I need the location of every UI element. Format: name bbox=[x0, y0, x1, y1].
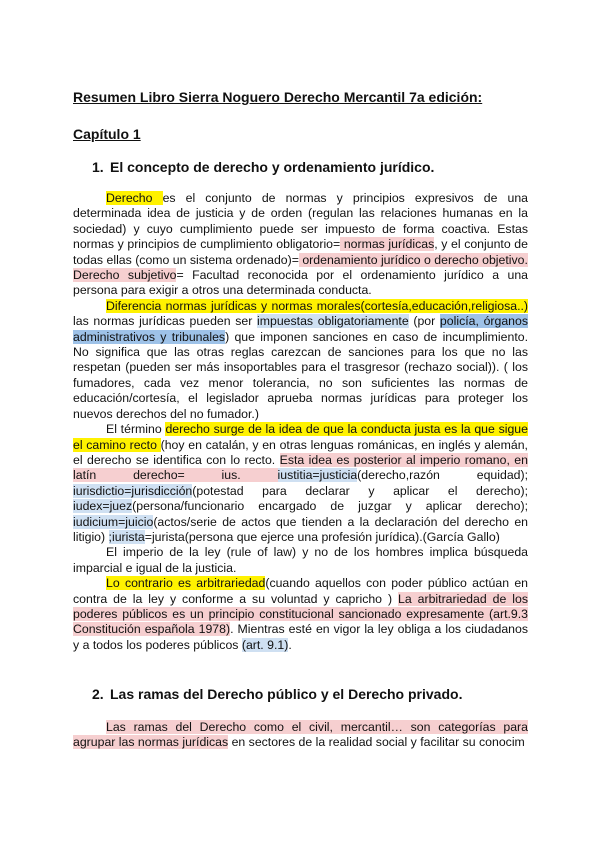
highlight-yellow: Derecho bbox=[106, 191, 163, 205]
highlight-yellow: Lo contrario es arbitrariedad bbox=[106, 576, 266, 591]
paragraph-derecho-subjetivo bbox=[73, 268, 528, 299]
text: ) que imponen sanciones en caso de incumplimiento. No significa que las otras reglas carezcan de sanciones para los que no las respetan (pueden ser más insoportables para el trasgresor (rechazo social)). ( los fumadores, cada vez menor tolerancia, no son suficientes las normas de educación/cortesía, el legislador aprueba normas jurídicas para proteger los nuevos derechos del no fumador.) bbox=[73, 329, 528, 421]
section-number: 1. bbox=[92, 159, 104, 175]
highlight-light-blue: iudicium=juicio bbox=[73, 514, 154, 529]
highlight-light-blue: iudex=juez bbox=[73, 499, 133, 514]
text: (actos/serie de actos que tienden a la declaración del derecho en litigio) bbox=[73, 514, 528, 544]
paragraph-imperio-ley bbox=[73, 545, 528, 576]
text: (hoy en catalán, y en otras lenguas románicas, en inglés y alemán, el derecho se identifica con lo recto. bbox=[73, 437, 528, 467]
paragraph-ramas-derecho bbox=[73, 720, 528, 751]
highlight-pink: Esta idea es posterior al imperio romano, en latín derecho= ius. bbox=[73, 452, 528, 483]
chapter-title: Capítulo 1 bbox=[73, 126, 141, 142]
text: es el conjunto de normas y principios expresivos de una determinada idea de justicia y de orden (regulan las relaciones humanas en la sociedad) y cuyo cumplimiento puede ser impuesto de forma coactiva. Estas normas y principios de cumplimiento obligatorio= bbox=[73, 191, 528, 252]
text: (por bbox=[408, 314, 440, 329]
paragraph-arbitrariedad bbox=[73, 576, 528, 653]
highlight-light-blue: iustitia=justicia bbox=[277, 468, 358, 483]
text: . Mientras esté en vigor la ley obliga a los ciudadanos y a todos los poderes públicos bbox=[73, 622, 528, 652]
section-2-body bbox=[73, 720, 528, 751]
highlight-pink: Las ramas del Derecho como el civil, mercantil… son categorías para agrupar las normas jurídicas bbox=[73, 720, 528, 750]
document-title: Resumen Libro Sierra Noguero Derecho Mercantil 7a edición: bbox=[73, 89, 483, 105]
highlight-yellow: Diferencia normas jurídicas y normas morales(cortesía,educación,religiosa..) bbox=[106, 298, 528, 313]
text: (persona/funcionario encargado de juzgar y aplicar derecho); bbox=[132, 499, 528, 514]
section-number: 2. bbox=[92, 686, 104, 702]
text: El imperio de la ley (rule of law) y no de los hombres implica búsqueda imparcial e igual de la justicia. bbox=[73, 545, 528, 575]
highlight-yellow: derecho surge de la idea de que la conducta justa es la que sigue el camino recto bbox=[73, 422, 528, 452]
text: = Facultad reconocida por el ordenamiento jurídico a una persona para exigir a otros una determinada conducta. bbox=[73, 268, 528, 298]
highlight-light-blue: ;iurista bbox=[108, 529, 145, 544]
highlight-pink: normas jurídicas bbox=[340, 237, 435, 252]
section-title: Las ramas del Derecho público y el Derecho privado. bbox=[110, 686, 463, 702]
highlight-pink: Derecho subjetivo bbox=[73, 268, 177, 283]
text: (potestad para declarar y aplicar el derecho); bbox=[192, 483, 528, 498]
text: , y el conjunto de todas ellas (como un sistema ordenado)= bbox=[73, 237, 528, 267]
section-title: El concepto de derecho y ordenamiento jurídico. bbox=[110, 159, 435, 175]
highlight-light-blue: iurisdictio=jurisdicción bbox=[73, 483, 193, 498]
highlight-light-blue: impuestas obligatoriamente bbox=[257, 314, 409, 329]
section-1-body bbox=[73, 191, 528, 653]
text: El término bbox=[106, 422, 166, 437]
text: las normas jurídicas pueden ser bbox=[73, 314, 258, 329]
paragraph-normas-morales bbox=[73, 299, 528, 422]
text: en sectores de la realidad social y facilitar su conocim bbox=[228, 735, 525, 750]
text: (cuando aquellos con poder público actúan en contra de la ley y conforme a su voluntad y capricho ) bbox=[73, 576, 529, 606]
highlight-pink: ordenamiento jurídico o derecho objetivo. bbox=[298, 252, 528, 267]
text: (derecho,razón equidad); bbox=[357, 468, 529, 483]
paragraph-termino-derecho bbox=[73, 422, 528, 545]
paragraph-derecho bbox=[73, 191, 528, 268]
highlight-light-blue: (art. 9.1) bbox=[241, 637, 289, 652]
highlight-blue: policía, órganos administrativos y tribunales bbox=[73, 314, 529, 344]
highlight-pink: La arbitrariedad de los poderes públicos es un principio constitucional sancionado expresamente (art.9.3 Constitución española 1978) bbox=[73, 591, 528, 637]
text: =jurista(persona que ejerce una profesión jurídica).(García Gallo) bbox=[144, 529, 500, 544]
section-heading-2 bbox=[92, 686, 462, 702]
text: . bbox=[288, 637, 292, 652]
section-heading-1 bbox=[92, 159, 434, 175]
